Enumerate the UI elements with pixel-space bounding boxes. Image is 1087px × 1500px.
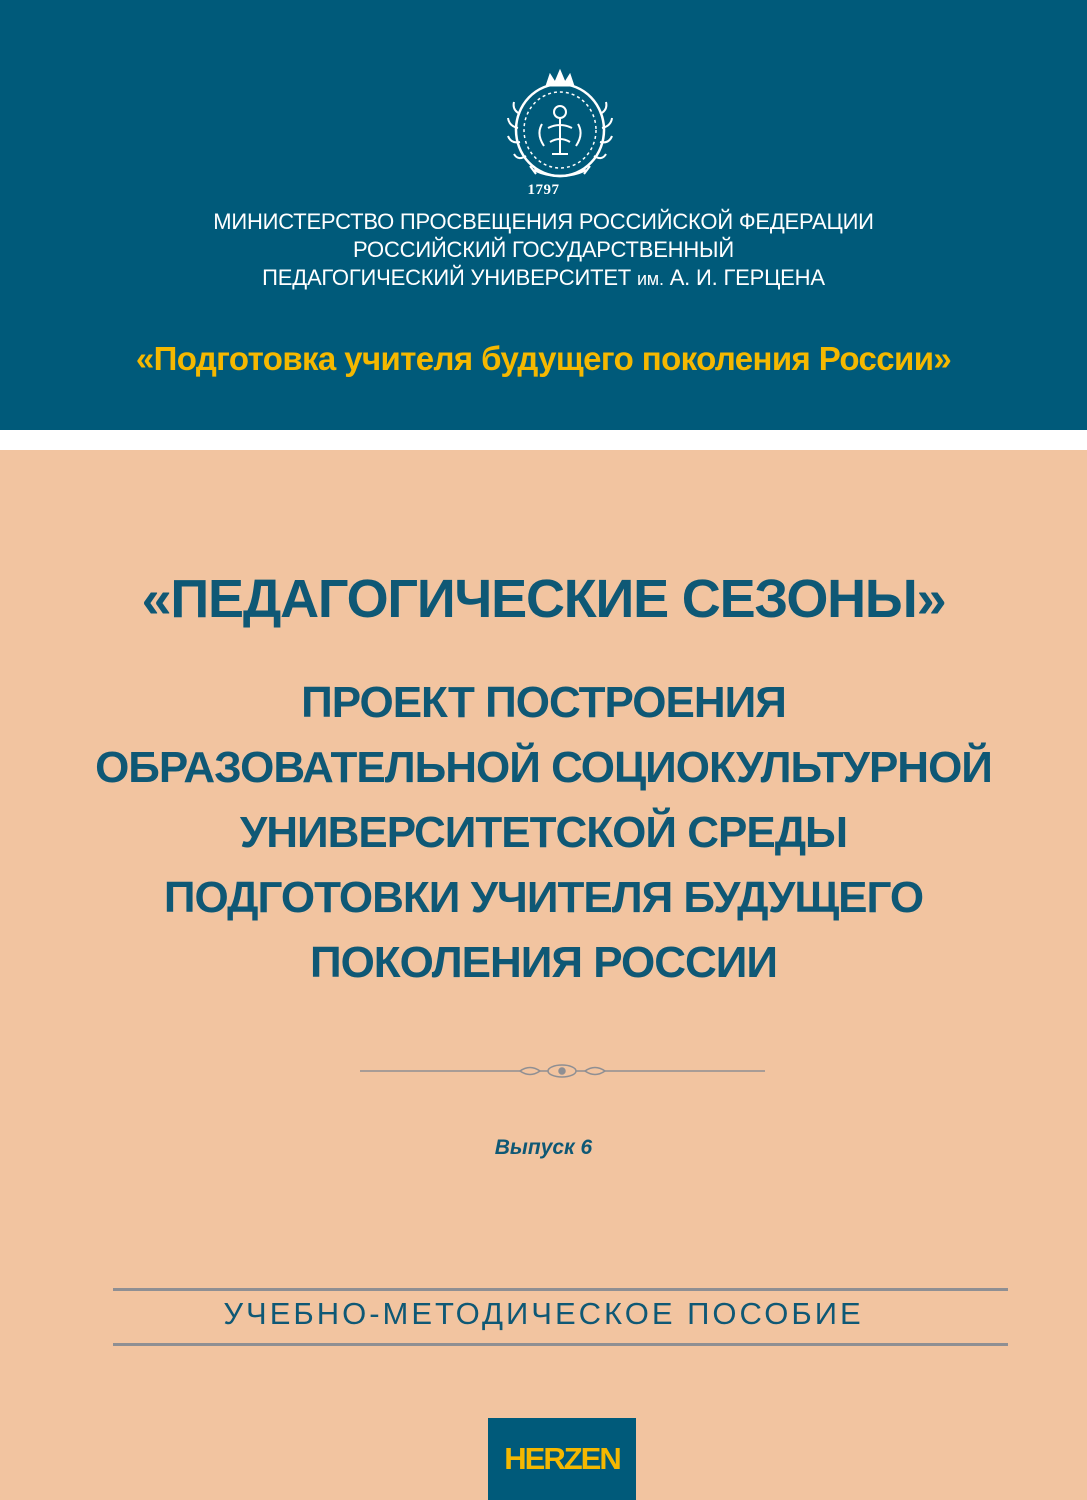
header-divider <box>0 430 1087 450</box>
publisher-logo-text: HERZEN <box>504 1441 620 1476</box>
ministry-line-3 <box>0 264 1087 293</box>
ornament-divider-icon <box>360 1060 765 1082</box>
bottom-rule <box>113 1343 1008 1346</box>
series-title: «Подготовка учителя будущего поколения России» <box>135 340 952 377</box>
ministry-line-3-part-b: им. <box>636 269 664 289</box>
ministry-line-3-part-a: ПЕДАГОГИЧЕСКИЙ УНИВЕРСИТЕТ <box>262 265 637 290</box>
subtitle-line: УНИВЕРСИТЕТСКОЙ СРЕДЫ <box>239 808 848 857</box>
ministry-line-3-part-c: А. И. ГЕРЦЕНА <box>663 265 825 290</box>
top-rule <box>113 1288 1008 1291</box>
document-type: УЧЕБНО-МЕТОДИЧЕСКОЕ ПОСОБИЕ <box>223 1296 864 1331</box>
subtitle-line: ОБРАЗОВАТЕЛЬНОЙ СОЦИОКУЛЬТУРНОЙ <box>95 743 992 792</box>
university-seal-icon <box>500 64 620 184</box>
subtitle-line: ПОКОЛЕНИЯ РОССИИ <box>309 938 778 987</box>
ministry-line-1: МИНИСТЕРСТВО ПРОСВЕЩЕНИЯ РОССИЙСКОЙ ФЕДЕРАЦИИ <box>213 209 874 234</box>
publisher-logo <box>488 1418 636 1500</box>
ministry-line-2: РОССИЙСКИЙ ГОСУДАРСТВЕННЫЙ <box>353 237 734 262</box>
subtitle-line: ПРОЕКТ ПОСТРОЕНИЯ <box>301 678 786 727</box>
book-title: «ПЕДАГОГИЧЕСКИЕ СЕЗОНЫ» <box>141 569 946 629</box>
founding-year: 1797 <box>527 182 560 198</box>
issue-number: Выпуск 6 <box>494 1136 593 1159</box>
subtitle-line: ПОДГОТОВКИ УЧИТЕЛЯ БУДУЩЕГО <box>163 873 924 922</box>
